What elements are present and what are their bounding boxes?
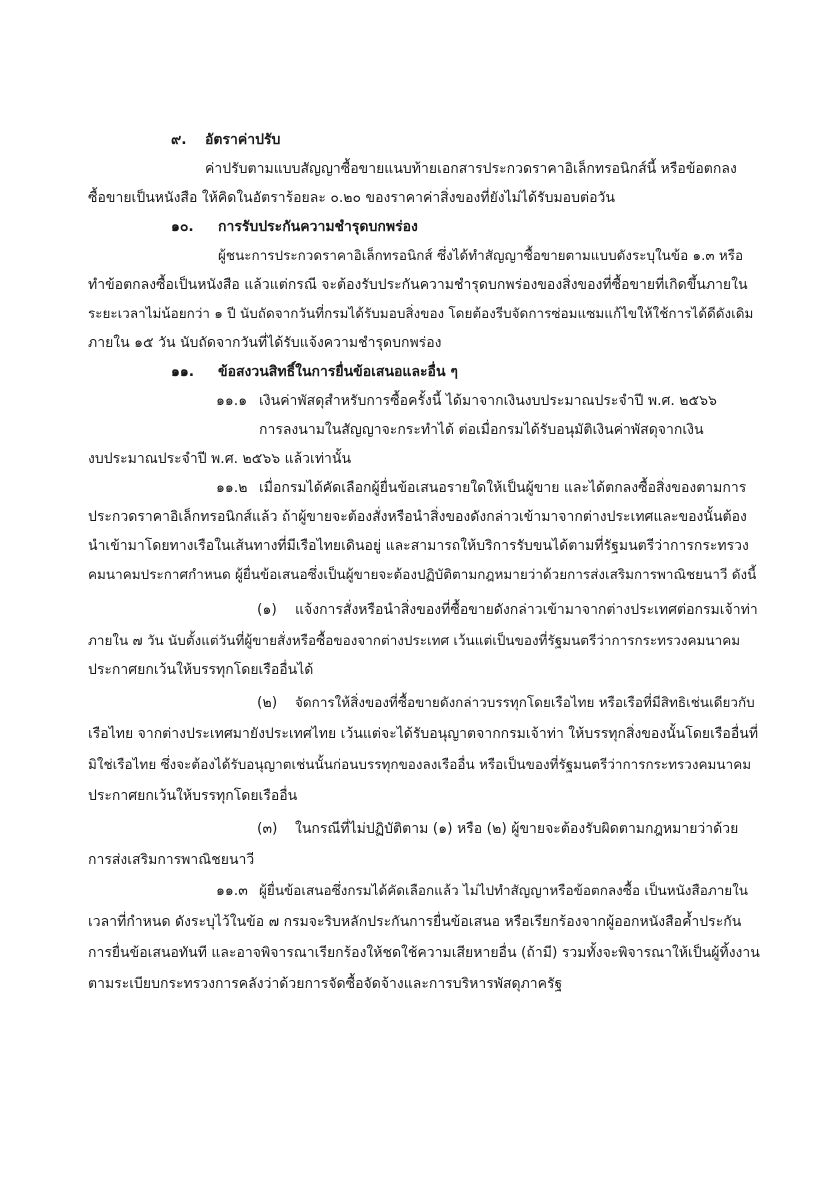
section-10-paragraph-line: ทำข้อตกลงซื้อเป็นหนังสือ แล้วแต่กรณี จะต้องรับประกันความชำรุดบกพร่องของสิ่งของที่ซื้อขายที่เกิดขึ้นภายใน bbox=[88, 277, 748, 293]
item-3-number: (๓) bbox=[257, 821, 278, 837]
item-2-line: มิใช่เรือไทย ซึ่งจะต้องได้รับอนุญาตเช่นนั้นก่อนบรรทุกของลงเรืออื่น หรือเป็นของที่รัฐมนตรีว่าการกระทรวงคมนาคม bbox=[88, 757, 752, 773]
item-2-number: (๒) bbox=[257, 695, 278, 711]
clause-11-3-line: เวลาที่กำหนด ดังระบุไว้ในข้อ ๗ กรมจะริบหลักประกันการยื่นข้อเสนอ หรือเรียกร้องจากผู้ออกหนังสือค้ำประกัน bbox=[88, 914, 742, 930]
section-10-paragraph-line: ภายใน ๑๕ วัน นับถัดจากวันที่ได้รับแจ้งความชำรุดบกพร่อง bbox=[88, 335, 442, 351]
clause-11-1-line: งบประมาณประจำปี พ.ศ. ๒๕๖๖ แล้วเท่านั้น bbox=[88, 451, 352, 467]
item-2-line: จัดการให้สิ่งของที่ซื้อขายดังกล่าวบรรทุกโดยเรือไทย หรือเรือที่มีสิทธิเช่นเดียวกับ bbox=[295, 695, 755, 711]
clause-11-1-number: ๑๑.๑ bbox=[216, 393, 248, 409]
clause-11-2-line: นำเข้ามาโดยทางเรือในเส้นทางที่มีเรือไทยเดินอยู่ และสามารถให้บริการรับขนได้ตามที่รัฐมนตรีว่าการกระทรวง bbox=[88, 538, 749, 554]
item-3-line: การส่งเสริมการพาณิชยนาวี bbox=[88, 852, 255, 868]
item-1-line: ประกาศยกเว้นให้บรรทุกโดยเรืออื่นได้ bbox=[88, 662, 314, 678]
clause-11-2-line: ประกวดราคาอิเล็กทรอนิกส์แล้ว ถ้าผู้ขายจะต้องสั่งหรือนำสิ่งของดังกล่าวเข้ามาจากต่างประเทศและของนั้นต้อง bbox=[88, 509, 747, 525]
clause-11-1-line: เงินค่าพัสดุสำหรับการซื้อครั้งนี้ ได้มาจากเงินงบประมาณประจำปี พ.ศ. ๒๕๖๖ bbox=[259, 393, 717, 409]
section-10-paragraph-line: ผู้ชนะการประกวดราคาอิเล็กทรอนิกส์ ซึ่งได้ทำสัญญาซื้อขายตามแบบดังระบุในข้อ ๑.๓ หรือ bbox=[218, 248, 744, 264]
section-11-title: ข้อสงวนสิทธิ์ในการยื่นข้อเสนอและอื่น ๆ bbox=[218, 364, 458, 380]
clause-11-3-line: ตามระเบียบกระทรวงการคลังว่าด้วยการจัดซื้อจัดจ้างและการบริหารพัสดุภาครัฐ bbox=[88, 976, 563, 992]
clause-11-2-line: คมนาคมประกาศกำหนด ผู้ยื่นข้อเสนอซึ่งเป็นผู้ขายจะต้องปฏิบัติตามกฎหมายว่าด้วยการส่งเสริมการพาณิชยนาวี ดังนี้ bbox=[88, 567, 757, 583]
section-9-paragraph-line: ซื้อขายเป็นหนังสือ ให้คิดในอัตราร้อยละ ๐.๒๐ ของราคาค่าสิ่งของที่ยังไม่ได้รับมอบต่อวัน bbox=[88, 190, 615, 206]
section-11-number: ๑๑. bbox=[171, 364, 195, 380]
item-1-line: ภายใน ๗ วัน นับตั้งแต่วันที่ผู้ขายสั่งหรือซื้อของจากต่างประเทศ เว้นแต่เป็นของที่รัฐมนตรีว่าการกระทรวงคมนาคม bbox=[88, 633, 741, 649]
section-9-number: ๙. bbox=[171, 132, 187, 148]
item-1-number: (๑) bbox=[257, 602, 277, 618]
item-1-line: แจ้งการสั่งหรือนำสิ่งของที่ซื้อขายดังกล่าวเข้ามาจากต่างประเทศต่อกรมเจ้าท่า bbox=[295, 602, 758, 618]
section-10-paragraph-line: ระยะเวลาไม่น้อยกว่า ๑ ปี นับถัดจากวันที่กรมได้รับมอบสิ่งของ โดยต้องรีบจัดการซ่อมแซมแก้ไขให้ใช้การได้ดีดังเดิม bbox=[88, 306, 754, 322]
clause-11-3-line: ผู้ยื่นข้อเสนอซึ่งกรมได้คัดเลือกแล้ว ไม่ไปทำสัญญาหรือข้อตกลงซื้อ เป็นหนังสือภายใน bbox=[259, 883, 749, 899]
section-10-number: ๑๐. bbox=[171, 219, 194, 235]
item-3-line: ในกรณีที่ไม่ปฏิบัติตาม (๑) หรือ (๒) ผู้ขายจะต้องรับผิดตามกฎหมายว่าด้วย bbox=[295, 821, 739, 837]
clause-11-1-line: การลงนามในสัญญาจะกระทำได้ ต่อเมื่อกรมได้รับอนุมัติเงินค่าพัสดุจากเงิน bbox=[259, 422, 704, 438]
item-2-line: เรือไทย จากต่างประเทศมายังประเทศไทย เว้นแต่จะได้รับอนุญาตจากกรมเจ้าท่า ให้บรรทุกสิ่งของนั้นโดยเรืออื่นที่ bbox=[88, 726, 759, 742]
section-9-paragraph-line: ค่าปรับตามแบบสัญญาซื้อขายแนบท้ายเอกสารประกวดราคาอิเล็กทรอนิกส์นี้ หรือข้อตกลง bbox=[205, 161, 737, 177]
section-9-title: อัตราค่าปรับ bbox=[205, 132, 281, 148]
item-2-line: ประกาศยกเว้นให้บรรทุกโดยเรืออื่น bbox=[88, 788, 298, 804]
clause-11-2-line: เมื่อกรมได้คัดเลือกผู้ยื่นข้อเสนอรายใดให้เป็นผู้ขาย และได้ตกลงซื้อสิ่งของตามการ bbox=[259, 480, 747, 496]
clause-11-3-number: ๑๑.๓ bbox=[216, 883, 248, 899]
section-10-title: การรับประกันความชำรุดบกพร่อง bbox=[218, 219, 418, 235]
clause-11-3-line: การยื่นข้อเสนอทันที และอาจพิจารณาเรียกร้องให้ชดใช้ความเสียหายอื่น (ถ้ามี) รวมทั้งจะพิจารณาให้เป็นผู้ทิ้งงาน bbox=[88, 945, 760, 961]
clause-11-2-number: ๑๑.๒ bbox=[216, 480, 248, 496]
